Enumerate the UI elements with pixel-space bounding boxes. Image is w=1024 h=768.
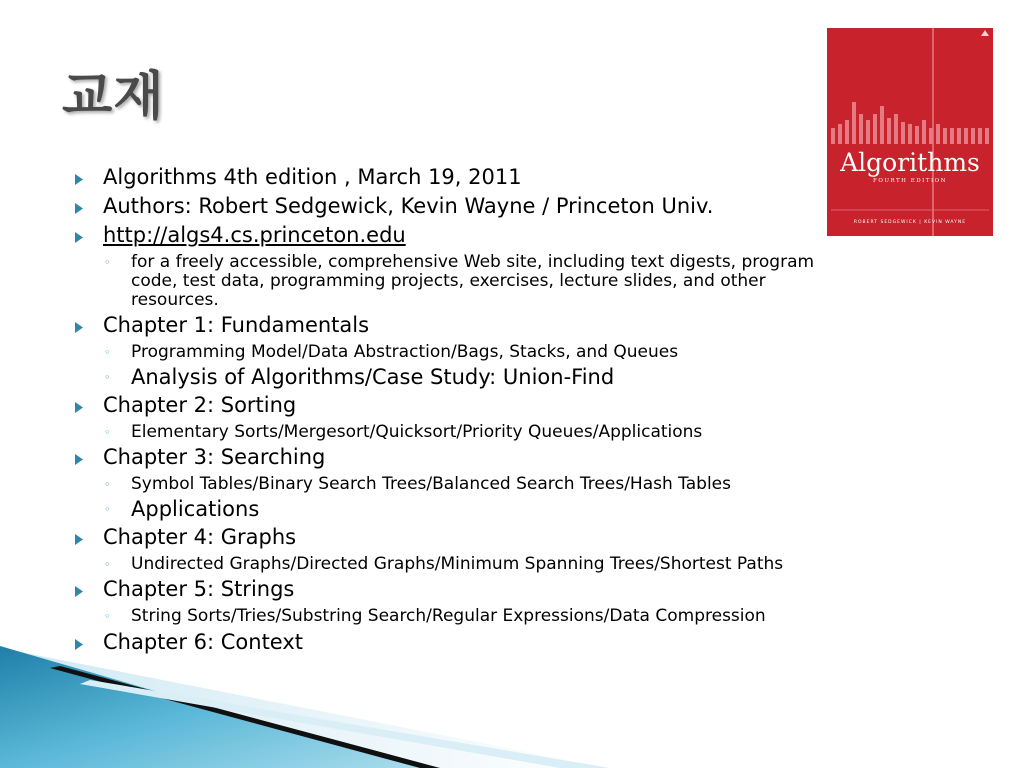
sub-bullet-icon: ◦ — [104, 503, 111, 516]
sub-bullet-icon: ◦ — [104, 610, 111, 623]
slide-title: 교재 — [62, 67, 165, 127]
chapter-3: Chapter 3: Searching — [103, 445, 326, 469]
bullet-arrow-icon — [74, 534, 84, 545]
chapter-6: Chapter 6: Context — [103, 630, 304, 654]
sub-item: Elementary Sorts/Mergesort/Quicksort/Priority Queues/Applications — [131, 422, 703, 442]
sub-bullet-icon: ◦ — [104, 256, 111, 269]
sub-item: Symbol Tables/Binary Search Trees/Balanced Search Trees/Hash Tables — [131, 474, 731, 494]
cover-bars-graphic — [827, 28, 993, 236]
chapter-2: Chapter 2: Sorting — [103, 393, 297, 417]
bullet-arrow-icon — [74, 203, 84, 214]
cover-edition: FOURTH EDITION — [873, 178, 947, 184]
bullet-arrow-icon — [74, 454, 84, 465]
sub-bullet-icon: ◦ — [104, 558, 111, 571]
list-item: Algorithms 4th edition , March 19, 2011 — [103, 165, 522, 189]
sub-bullet-icon: ◦ — [104, 426, 111, 439]
sub-bullet-icon: ◦ — [104, 346, 111, 359]
bullet-arrow-icon — [74, 402, 84, 413]
list-item: Authors: Robert Sedgewick, Kevin Wayne / Princeton Univ. — [103, 194, 714, 218]
chapter-4: Chapter 4: Graphs — [103, 525, 297, 549]
sub-bullet-icon: ◦ — [104, 478, 111, 491]
sub-item: String Sorts/Tries/Substring Search/Regular Expressions/Data Compression — [131, 606, 766, 626]
sub-item: Undirected Graphs/Directed Graphs/Minimum Spanning Trees/Shortest Paths — [131, 554, 784, 574]
sub-bullet-icon: ◦ — [104, 371, 111, 384]
bullet-arrow-icon — [74, 174, 84, 185]
bullet-arrow-icon — [74, 586, 84, 597]
bullet-arrow-icon — [74, 232, 84, 243]
sub-item: Applications — [131, 497, 260, 521]
chapter-5: Chapter 5: Strings — [103, 577, 295, 601]
sub-item: Programming Model/Data Abstraction/Bags, Stacks, and Queues — [131, 342, 679, 362]
cover-authors: ROBERT SEDGEWICK | KEVIN WAYNE — [853, 220, 967, 225]
decorative-swoosh — [0, 640, 1024, 768]
sub-item: for a freely accessible, comprehensive Web site, including text digests, program code, test data, programming projects, exercises, lecture slides, and other resources. — [131, 252, 815, 310]
book-cover-image — [827, 28, 993, 236]
chapter-1: Chapter 1: Fundamentals — [103, 313, 370, 337]
sub-item: Analysis of Algorithms/Case Study: Union-Find — [131, 365, 615, 389]
bullet-arrow-icon — [74, 322, 84, 333]
cover-title: Algorithms — [840, 148, 980, 177]
website-link[interactable]: http://algs4.cs.princeton.edu — [103, 223, 406, 247]
